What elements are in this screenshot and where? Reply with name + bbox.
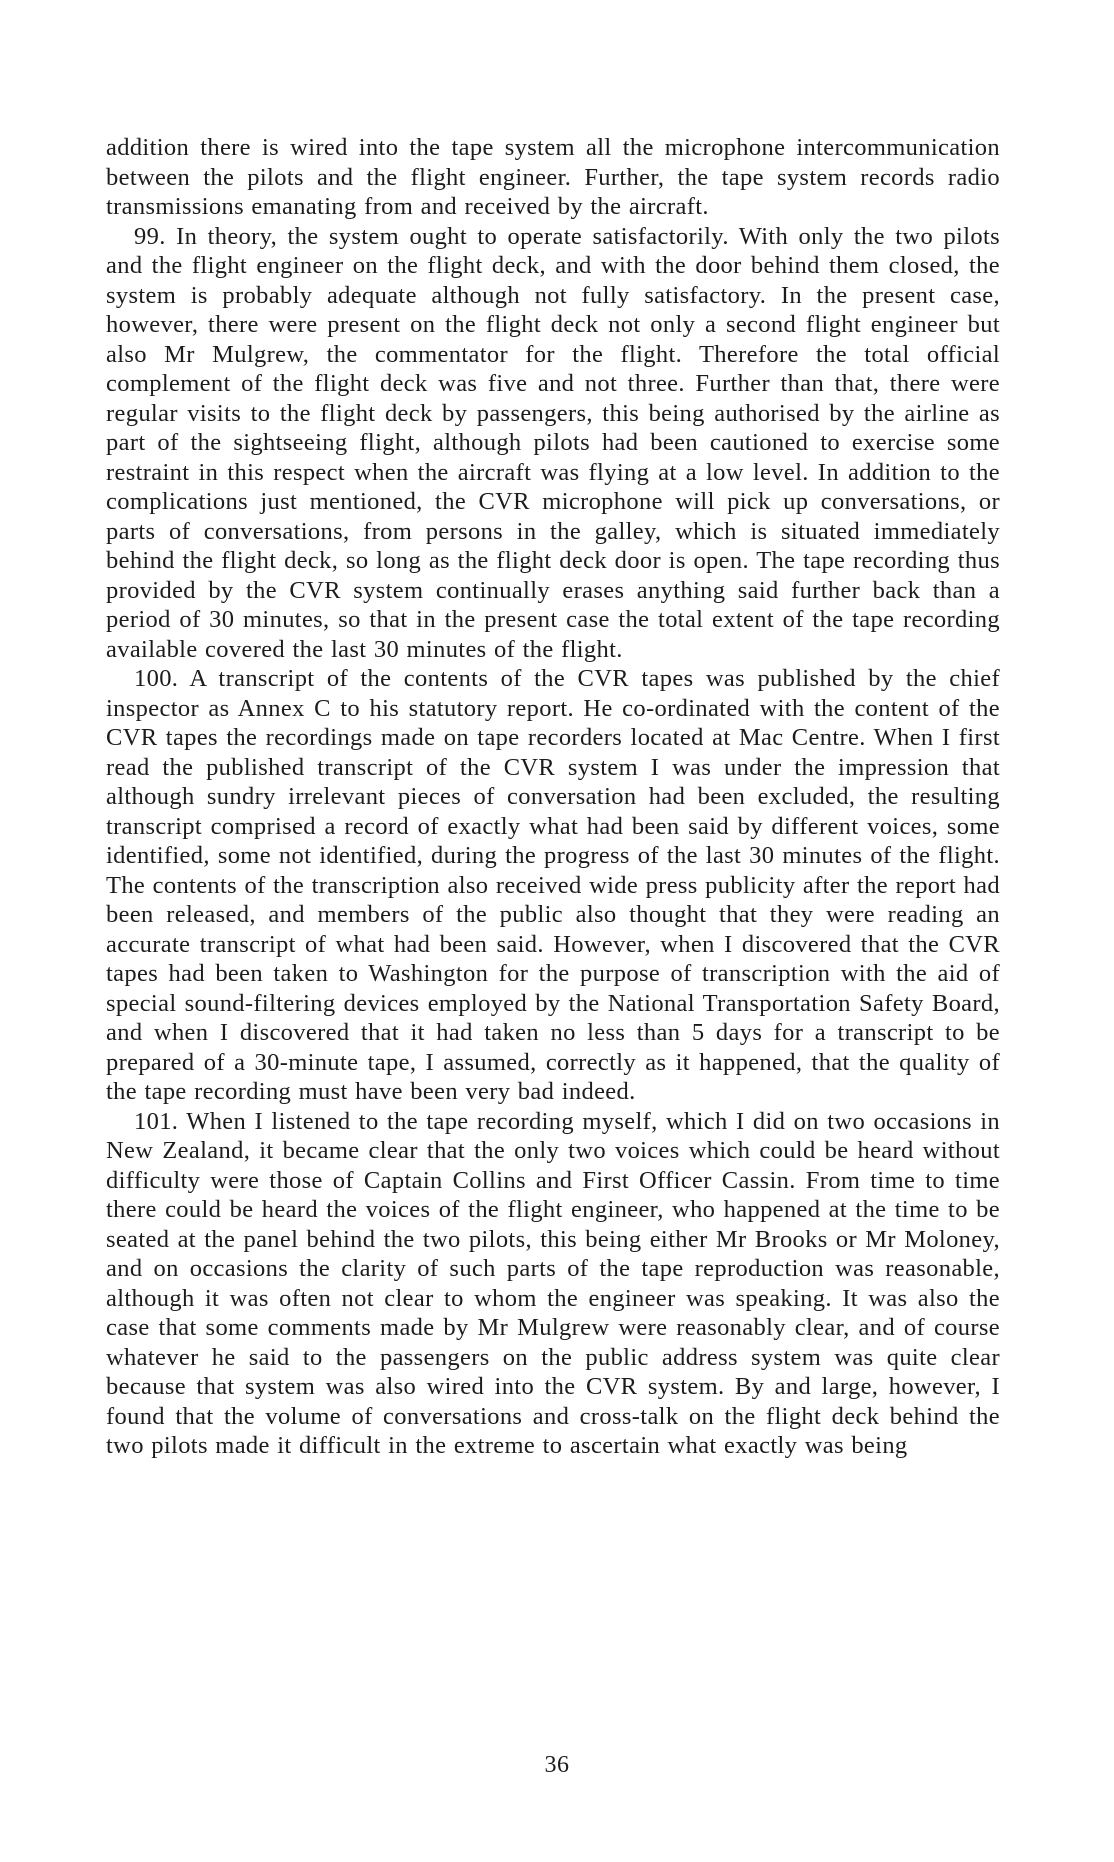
paragraph-101: 101. When I listened to the tape recording myself, which I did on two occasions in New Zealand, it became clear that the only two voices which could be heard without difficulty were those of Captain Collins and First Officer Cassin. From time to time there could be heard the voices of the flight engineer, who happened at the time to be seated at the panel behind the two pilots, this being either Mr Brooks or Mr Moloney, and on occasions the clarity of such parts of the tape reproduction was reasonable, although it was often not clear to whom the engineer was speaking. It was also the case that some comments made by Mr Mulgrew were reasonably clear, and of course whatever he said to the passengers on the public address system was quite clear because that system was also wired into the CVR system. By and large, however, I found that the volume of conversations and cross-talk on the flight deck behind the two pilots made it difficult in the extreme to ascertain what exactly was being: [106, 1107, 1000, 1459]
paragraph-100: 100. A transcript of the contents of the CVR tapes was published by the chief inspector as Annex C to his statutory report. He co-ordinated with the content of the CVR tapes the recordings made on tape recorders located at Mac Centre. When I first read the published transcript of the CVR system I was under the impression that although sundry irrelevant pieces of conversation had been excluded, the resulting transcript comprised a record of exactly what had been said by different voices, some identified, some not identified, during the progress of the last 30 minutes of the flight. The contents of the transcription also received wide press publicity after the report had been released, and members of the public also thought that they were reading an accurate transcript of what had been said. However, when I discovered that the CVR tapes had been taken to Washington for the purpose of transcription with the aid of special sound-filtering devices employed by the National Transportation Safety Board, and when I discovered that it had taken no less than 5 days for a transcript to be prepared of a 30-minute tape, I assumed, correctly as it happened, that the quality of the tape recording must have been very bad indeed.: [106, 665, 1000, 1105]
page-number: 36: [544, 1752, 570, 1778]
paragraph-99: 99. In theory, the system ought to operate satisfactorily. With only the two pilots and the flight engineer on the flight deck, and with the door behind them closed, the system is probably adequate although not fully satisfactory. In the present case, however, there were present on the flight deck not only a second flight engineer but also Mr Mulgrew, the commentator for the flight. Therefore the total official complement of the flight deck was five and not three. Further than that, there were regular visits to the flight deck by passengers, this being authorised by the airline as part of the sightseeing flight, although pilots had been cautioned to exercise some restraint in this respect when the aircraft was flying at a low level. In addition to the complications just mentioned, the CVR microphone will pick up conversations, or parts of conversations, from persons in the galley, which is situated immediately behind the flight deck, so long as the flight deck door is open. The tape recording thus provided by the CVR system continually erases anything said further back than a period of 30 minutes, so that in the present case the total extent of the tape recording available covered the last 30 minutes of the flight.: [106, 222, 1000, 663]
document-body: [106, 133, 1000, 1461]
paragraph-continuation: addition there is wired into the tape system all the microphone intercommunication between the pilots and the flight engineer. Further, the tape system records radio transmissions emanating from and received by the aircraft.: [106, 134, 1000, 220]
